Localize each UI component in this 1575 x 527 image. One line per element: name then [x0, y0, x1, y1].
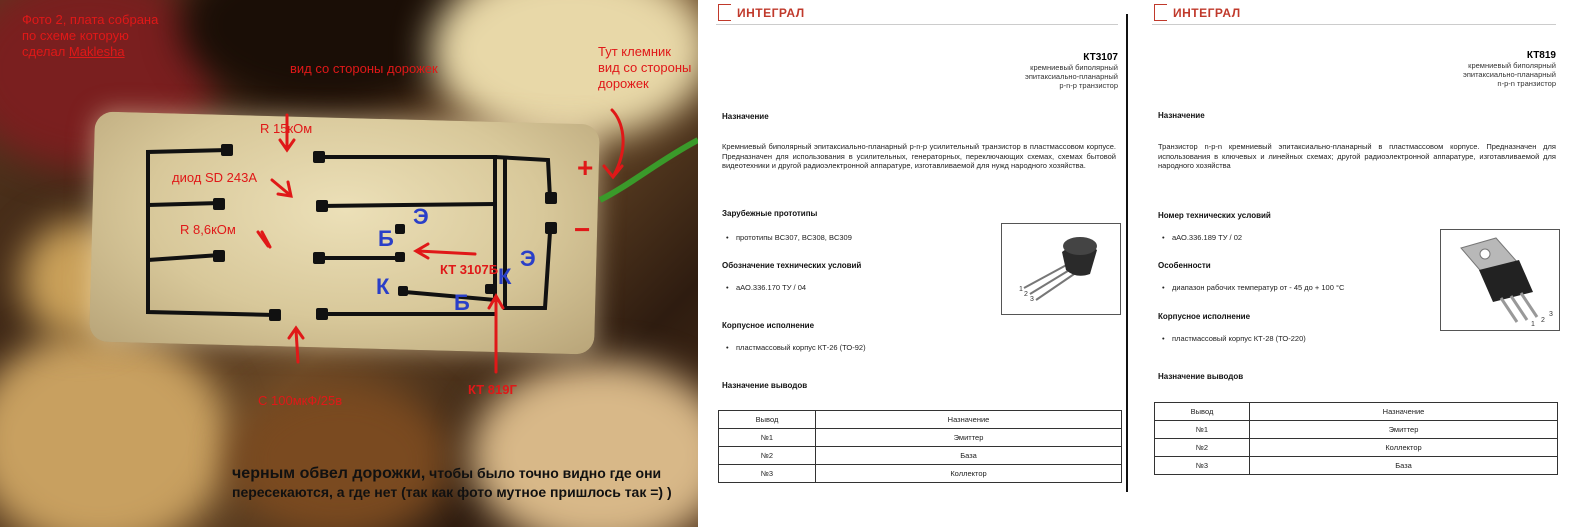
integral-logo: ИНТЕГРАЛ: [718, 4, 805, 21]
kt3107-base-letter: Б: [378, 226, 394, 251]
features-text: • диапазон рабочих температур от - 45 до + 100 °С: [1172, 283, 1344, 292]
track-side-label: вид со стороны дорожек: [290, 61, 438, 76]
photo-caption: Фото 2, плата собрана по схеме которую сделал Maklesha: [22, 12, 159, 59]
resistor-15k-label: R 15кОм: [260, 121, 313, 136]
kt819-emitter-letter: Э: [520, 246, 536, 271]
datasheet-kt819: [1148, 0, 1562, 527]
kt819-base-letter: Б: [454, 290, 470, 315]
logo-mark-icon: [718, 4, 731, 21]
svg-text:1: 1: [1531, 321, 1535, 328]
bottom-note: черным обвел дорожки, чтобы было точно видно где они пересекаются, а где нет (так как фото мутное пришлось так =) ): [232, 465, 672, 500]
pins-table: Вывод Назначение №1 Эмиттер №2 База №3 Коллектор: [718, 410, 1122, 483]
pins-table: Вывод Назначение №1 Эмиттер №2 Коллектор №3 База: [1154, 402, 1558, 475]
kt819-label: КТ 819Г: [468, 382, 517, 397]
section-tech: Обозначение технических условий: [722, 261, 862, 270]
table-row: №2 База: [719, 447, 1122, 465]
logo-mark-icon: [1154, 4, 1167, 21]
section-purpose: Назначение: [722, 112, 769, 121]
section-foreign: Зарубежные прототипы: [722, 209, 818, 218]
section-pins: Назначение выводов: [1158, 372, 1244, 381]
to220-package-image: [1440, 229, 1560, 331]
table-row: №3 База: [1155, 457, 1558, 475]
svg-text:3: 3: [1030, 296, 1034, 303]
terminal-label: Тут клемник вид со стороны дорожек: [598, 44, 692, 91]
pcb-photo: [0, 0, 698, 527]
capacitor-label: C 100мкФ/25в: [258, 393, 343, 408]
purpose-text: Транзистор n-р-n кремниевый эпитаксиально-планарный в пластмассовом корпусе. Предназначен для использования в ключевых и линейных схемах; другой радиоэлектронной аппаратуре, изготавливаемой для народного хозяйства: [1158, 142, 1556, 170]
part-subtitle: кремниевый биполярный эпитаксиально-планарный n-р-n транзистор: [1463, 61, 1556, 88]
section-tech: Номер технических условий: [1158, 211, 1271, 220]
kt3107-emitter-letter: Э: [413, 204, 429, 229]
table-row: №1 Эмиттер: [719, 429, 1122, 447]
svg-text:2: 2: [1024, 291, 1028, 298]
pcb-tracks-drawing: [0, 0, 698, 527]
foreign-text: • прототипы BC307, BC308, BC309: [736, 233, 852, 242]
minus-terminal: −: [574, 214, 591, 245]
svg-text:1: 1: [1019, 286, 1023, 293]
author-link[interactable]: Maklesha: [68, 44, 125, 59]
datasheet-kt3107: [712, 0, 1124, 527]
section-pins: Назначение выводов: [722, 381, 808, 390]
kt3107-label: КТ 3107Б: [440, 262, 499, 277]
resistor-8k6-label: R 8,6кОм: [180, 222, 236, 237]
integral-logo: ИНТЕГРАЛ: [1154, 4, 1241, 21]
part-number: КТ3107: [1083, 52, 1118, 63]
section-features: Особенности: [1158, 261, 1211, 270]
kt3107-collector-letter: К: [376, 274, 390, 299]
section-purpose: Назначение: [1158, 111, 1205, 120]
svg-text:3: 3: [1549, 311, 1553, 318]
case-text: • пластмассовый корпус КТ-28 (ТО-220): [1172, 334, 1306, 343]
part-subtitle: кремниевый биполярный эпитаксиально-планарный р-n-р транзистор: [1025, 63, 1118, 90]
table-row: №1 Эмиттер: [1155, 421, 1558, 439]
table-row: №2 Коллектор: [1155, 439, 1558, 457]
sheet-divider: [1126, 14, 1128, 492]
section-case: Корпусное исполнение: [722, 321, 815, 330]
to92-package-image: [1001, 223, 1121, 315]
tech-text: • аАО.336.170 ТУ / 04: [736, 283, 806, 292]
part-number: КТ819: [1526, 50, 1556, 61]
svg-text:2: 2: [1541, 317, 1545, 324]
tech-text: • аАО.336.189 ТУ / 02: [1172, 233, 1242, 242]
diode-label: диод SD 243A: [172, 170, 258, 185]
purpose-text: Кремниевый биполярный эпитаксиально-планарный р-n-р усилительный транзистор в пластмассовом корпусе. Предназначен для использования в усилительных, генераторных, переключающих схемах, схемах бытовой видеотехники и другой радиоэлектронной аппаратуре, изготавливаемой для нужд народного хозяйства.: [722, 142, 1116, 170]
case-text: • пластмассовый корпус КТ-26 (ТО-92): [736, 343, 866, 352]
section-case: Корпусное исполнение: [1158, 312, 1251, 321]
kt819-collector-letter: К: [498, 264, 512, 289]
table-row: №3 Коллектор: [719, 465, 1122, 483]
plus-terminal: +: [577, 152, 594, 183]
